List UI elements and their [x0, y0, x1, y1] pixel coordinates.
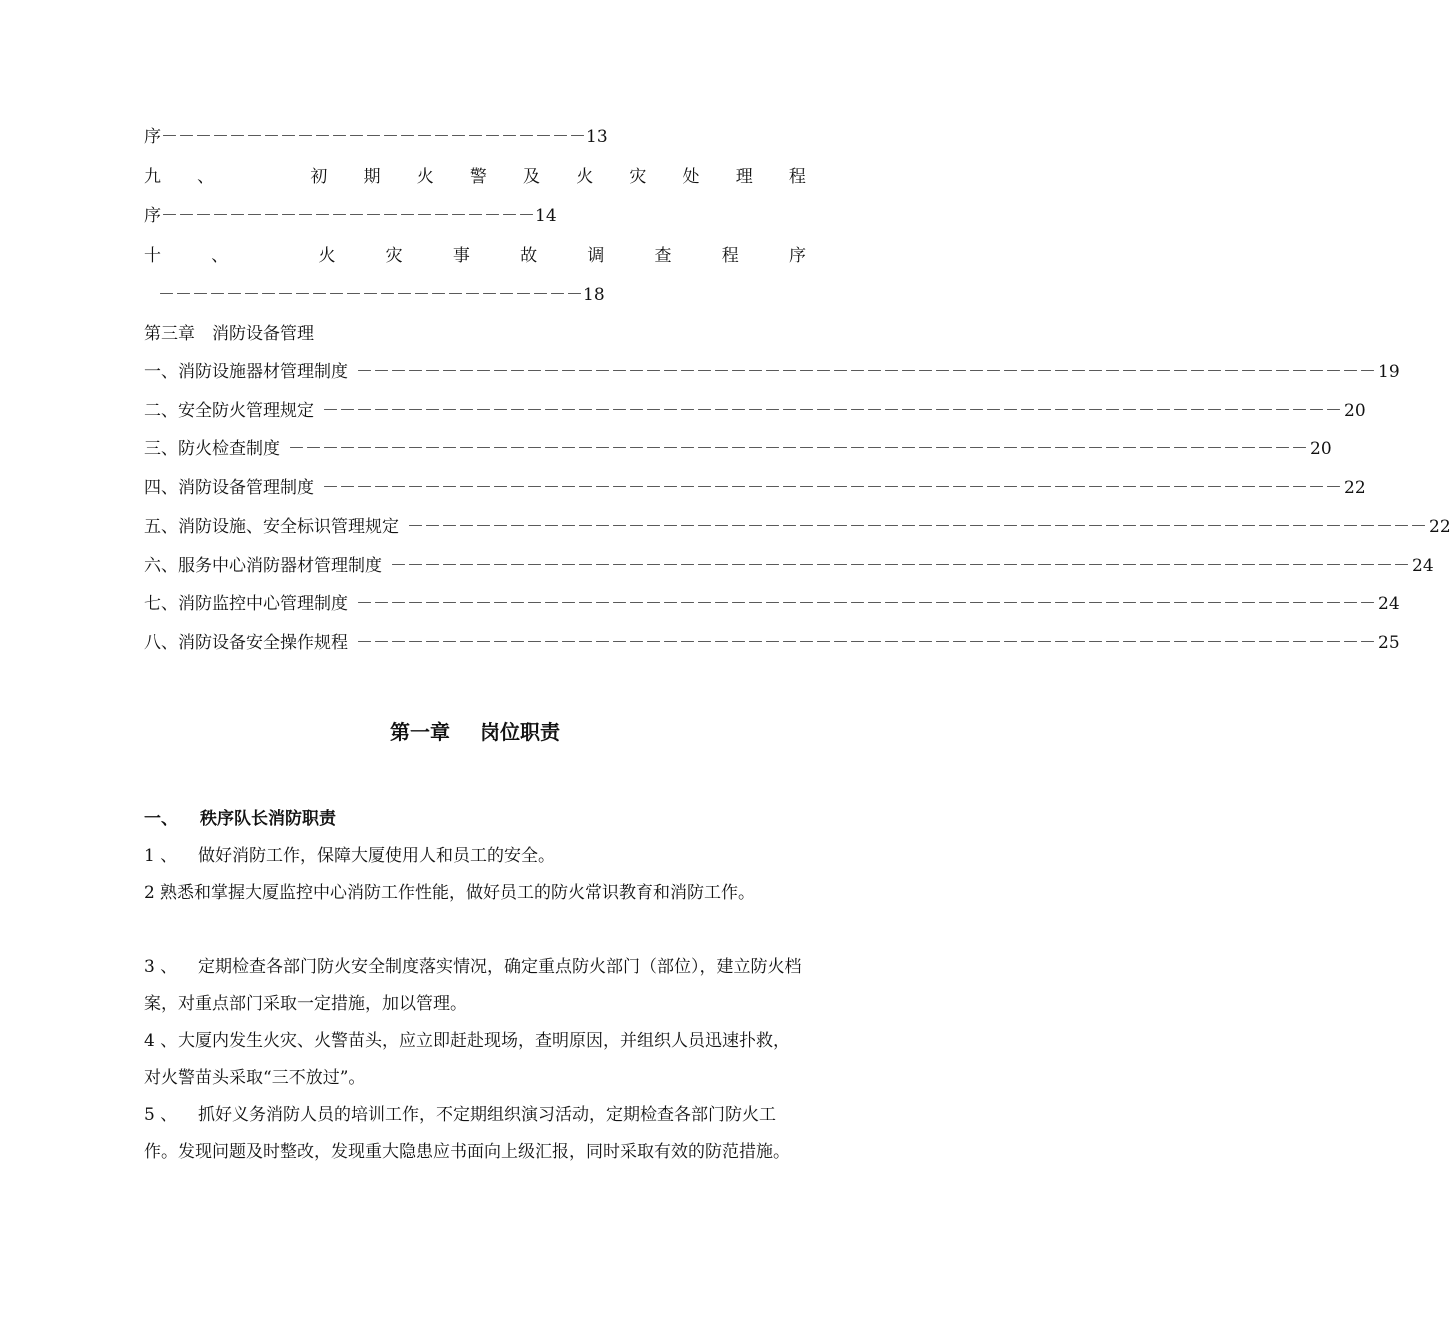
toc-item	[144, 630, 1400, 656]
toc-item-label: 三、防火检查制度	[144, 439, 280, 459]
paragraph-text: 做好消防工作，保障大厦使用人和员工的安全。	[198, 846, 555, 866]
toc-item	[144, 475, 1366, 501]
paragraph-number: 4 、	[144, 1031, 178, 1051]
paragraph-text: 抓好义务消防人员的培训工作，不定期组织演习活动，定期检查各部门防火工作。发现问题及时整改，发现重大隐患应书面向上级汇报，同时采取有效的防范措施。	[144, 1105, 790, 1162]
toc-char: 查	[654, 246, 672, 266]
toc-char: 灾	[629, 167, 647, 187]
toc-page-number: 24	[1412, 556, 1434, 576]
section-number: 一、	[144, 809, 178, 829]
paragraph-text: 定期检查各部门防火安全制度落实情况，确定重点防火部门（部位），建立防火档案，对重点部门采取一定措施，加以管理。	[144, 957, 802, 1014]
toc-char: 事	[452, 246, 470, 266]
toc-leader: －－－－－－－－－－－－－－－－－－－－－－－－－	[161, 127, 586, 147]
toc-page-number: 19	[1378, 362, 1400, 382]
toc-leader: －－－－－－－－－－－－－－－－－－－－－－－－－－－－－－－－－－－－－－－－－－－－－－－－－－－－－－－－－－－－	[390, 556, 1410, 576]
toc-char: 火	[576, 167, 594, 187]
toc-leader: －－－－－－－－－－－－－－－－－－－－－－－－－－－－－－－－－－－－－－－－－－－－－－－－－－－－－－－－－－－－	[322, 478, 1342, 498]
section-title: 秩序队长消防职责	[200, 809, 336, 829]
chapter-label: 第一章	[390, 720, 450, 744]
toc-leader: －－－－－－－－－－－－－－－－－－－－－－－－－－－－－－－－－－－－－－－－－－－－－－－－－－－－－－－－－－－－	[407, 517, 1427, 537]
paragraph-number: 2	[144, 883, 155, 903]
paragraph-number: 3 、	[144, 957, 178, 977]
toc-char: 序	[788, 246, 806, 266]
toc-text: 序	[144, 127, 161, 147]
toc-item-label: 六、服务中心消防器材管理制度	[144, 556, 382, 576]
toc-char: 程	[721, 246, 739, 266]
toc-page-number: 20	[1344, 401, 1366, 421]
toc-item	[144, 398, 1366, 424]
toc-item-label: 七、消防监控中心管理制度	[144, 594, 348, 614]
toc-char: 火	[318, 246, 336, 266]
duty-paragraph	[144, 838, 806, 875]
toc-leader: －－－－－－－－－－－－－－－－－－－－－－－－－－－－－－－－－－－－－－－－－－－－－－－－－－－－－－－－－－－－	[356, 633, 1376, 653]
toc-item-9-line2	[144, 203, 806, 229]
toc-item-label: 二、安全防火管理规定	[144, 401, 314, 421]
toc-char: 十	[144, 246, 161, 266]
toc-char: 、	[211, 246, 229, 266]
toc-char: 灾	[385, 246, 403, 266]
toc-item	[144, 514, 1451, 540]
duty-paragraph	[144, 1097, 806, 1171]
duty-paragraph	[144, 1023, 806, 1097]
paragraph-number: 1 、	[144, 846, 178, 866]
toc-item-10-line1	[144, 243, 806, 269]
toc-char: 初	[310, 167, 328, 187]
toc-item-label: 五、消防设施、安全标识管理规定	[144, 517, 399, 537]
toc-leader: －－－－－－－－－－－－－－－－－－－－－－－－－－－－－－－－－－－－－－－－－－－－－－－－－－－－－－－－－－－－	[322, 401, 1342, 421]
toc-item-9-line1	[144, 164, 806, 190]
paragraph-text: 大厦内发生火灾、火警苗头，应立即赶赴现场，查明原因，并组织人员迅速扑救，对火警苗头采取“三不放过”。	[144, 1031, 790, 1088]
chapter-title	[0, 718, 950, 746]
toc-page-number: 14	[535, 206, 557, 226]
toc-item-label: 一、消防设施器材管理制度	[144, 362, 348, 382]
toc-page-number: 20	[1310, 439, 1332, 459]
toc-item	[144, 553, 1434, 579]
toc-page-number: 13	[586, 127, 608, 147]
toc-char: 、	[197, 167, 215, 187]
toc-page-number: 22	[1429, 517, 1451, 537]
toc-page-number: 24	[1378, 594, 1400, 614]
toc-page-number: 25	[1378, 633, 1400, 653]
toc-leader: －－－－－－－－－－－－－－－－－－－－－－－－－－－－－－－－－－－－－－－－－－－－－－－－－－－－－－－－－－－－	[288, 439, 1308, 459]
toc-char: 理	[735, 167, 753, 187]
toc-char: 程	[788, 167, 806, 187]
toc-char: 处	[682, 167, 700, 187]
toc-char: 期	[363, 167, 381, 187]
paragraph-number: 5 、	[144, 1105, 178, 1125]
toc-char: 九	[144, 167, 161, 187]
toc-item-label: 八、消防设备安全操作规程	[144, 633, 348, 653]
toc-item	[144, 359, 1400, 385]
toc-char: 警	[469, 167, 487, 187]
toc-page-number: 22	[1344, 478, 1366, 498]
toc-item-10-line2	[158, 282, 806, 308]
duty-paragraph	[144, 875, 806, 912]
toc-text: 序	[144, 206, 161, 226]
toc-char: 调	[587, 246, 605, 266]
toc-char: 及	[523, 167, 541, 187]
duty-paragraph	[144, 949, 806, 1023]
toc-leader: －－－－－－－－－－－－－－－－－－－－－－－－－	[158, 285, 583, 305]
toc-leader: －－－－－－－－－－－－－－－－－－－－－－－－－－－－－－－－－－－－－－－－－－－－－－－－－－－－－－－－－－－－	[356, 594, 1376, 614]
toc-line-continued	[144, 124, 806, 150]
toc-leader: －－－－－－－－－－－－－－－－－－－－－－	[161, 206, 535, 226]
toc-item-label: 四、消防设备管理制度	[144, 478, 314, 498]
toc-leader: －－－－－－－－－－－－－－－－－－－－－－－－－－－－－－－－－－－－－－－－－－－－－－－－－－－－－－－－－－－－	[356, 362, 1376, 382]
toc-char: 火	[416, 167, 434, 187]
toc-page-number: 18	[583, 285, 605, 305]
toc-char: 故	[520, 246, 538, 266]
paragraph-text: 熟悉和掌握大厦监控中心消防工作性能，做好员工的防火常识教育和消防工作。	[160, 883, 755, 903]
toc-item	[144, 436, 1332, 462]
section-heading	[144, 806, 336, 832]
toc-item	[144, 591, 1400, 617]
toc-chapter3-heading: 第三章 消防设备管理	[144, 324, 314, 344]
chapter-name: 岗位职责	[480, 720, 560, 744]
